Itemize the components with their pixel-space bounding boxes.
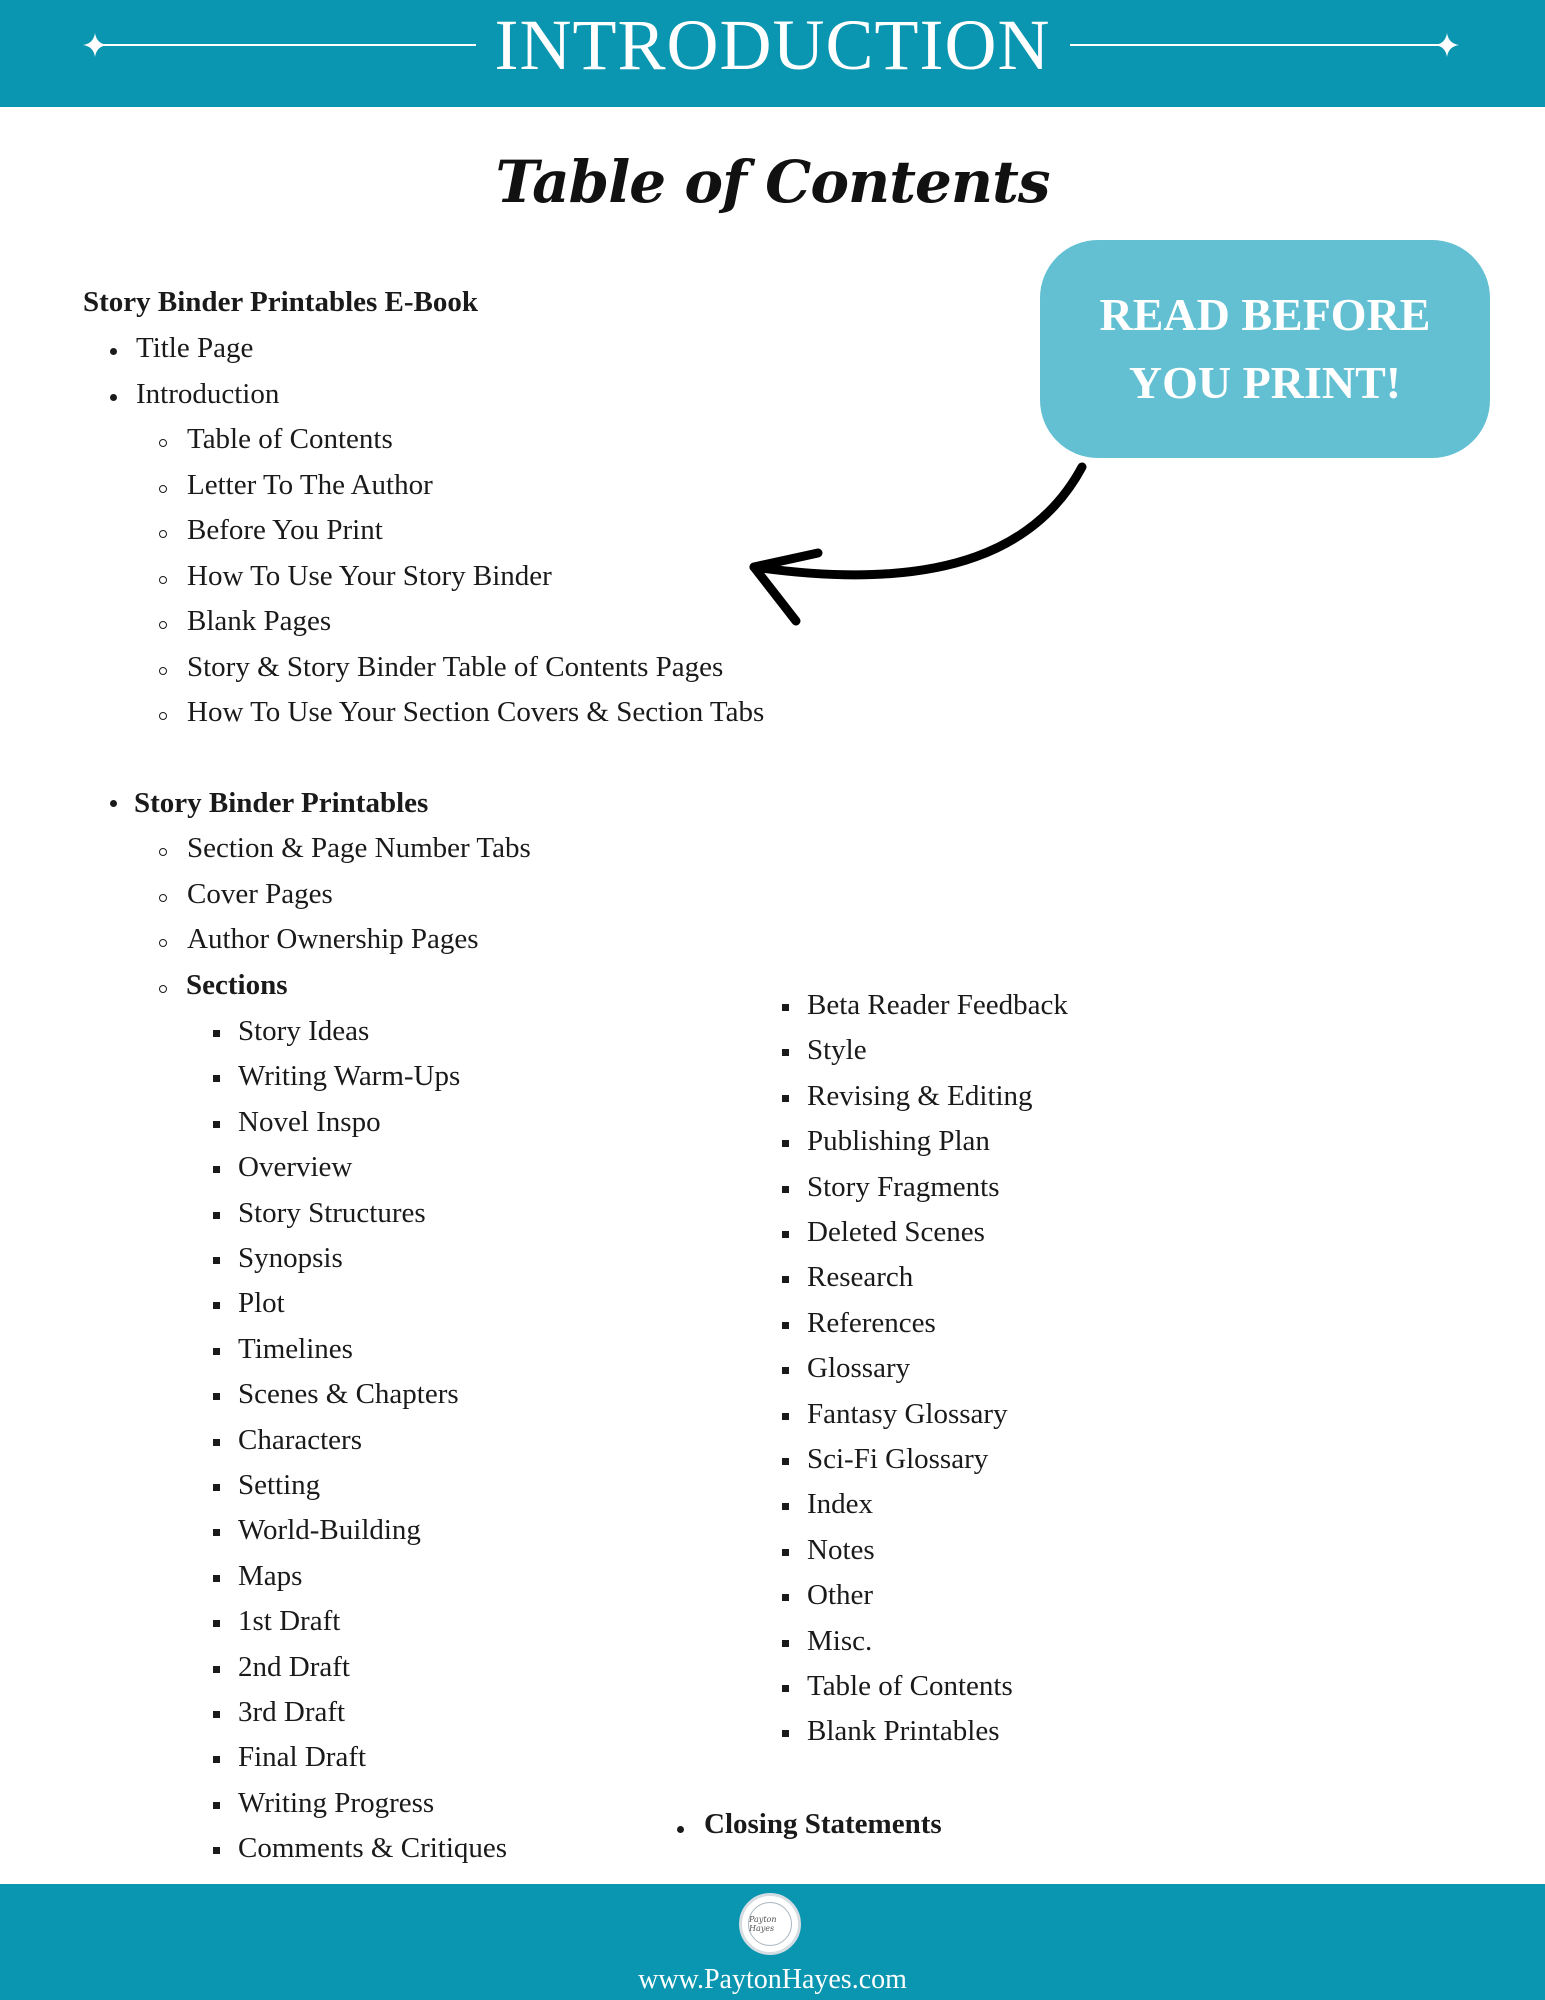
bullet-square <box>213 1847 220 1854</box>
toc-section-item: Novel Inspo <box>238 1106 381 1138</box>
bullet-square <box>213 1348 220 1355</box>
toc-section-item: Blank Printables <box>807 1715 1000 1747</box>
bullet-square <box>782 1730 789 1737</box>
bullet-square <box>213 1212 220 1219</box>
toc-section-item: Misc. <box>807 1625 873 1657</box>
toc-section-item: Beta Reader Feedback <box>807 989 1068 1021</box>
bullet-square <box>213 1666 220 1673</box>
toc-item-story-binder-printables: Story Binder Printables <box>134 787 429 819</box>
toc-section-item: Style <box>807 1034 867 1066</box>
bullet-square <box>213 1802 220 1809</box>
toc-subitem: How To Use Your Section Covers & Section Tabs <box>187 696 765 728</box>
bullet-circle <box>159 439 167 447</box>
toc-section-item: Index <box>807 1488 874 1520</box>
toc-section-item: Research <box>807 1261 914 1293</box>
toc-section-item: Publishing Plan <box>807 1125 990 1157</box>
toc-subitem: Letter To The Author <box>187 469 433 501</box>
bullet-square <box>213 1075 220 1082</box>
toc-section-item: Scenes & Chapters <box>238 1378 459 1410</box>
toc-item-closing-statements: Closing Statements <box>704 1808 942 1840</box>
toc-subitem-sections: Sections <box>186 969 288 1001</box>
bullet-square <box>782 1685 789 1692</box>
bullet-square <box>213 1756 220 1763</box>
bullet-square <box>213 1302 220 1309</box>
toc-section-item: Glossary <box>807 1352 911 1384</box>
toc-heading: Story Binder Printables E-Book <box>83 286 479 318</box>
bullet-circle <box>159 576 167 584</box>
toc-section-item: Other <box>807 1579 874 1611</box>
author-logo-icon <box>739 1893 801 1955</box>
bullet-square <box>782 1549 789 1556</box>
toc-section-item: World-Building <box>238 1514 421 1546</box>
bullet-square <box>782 1458 789 1465</box>
bullet-square <box>782 1231 789 1238</box>
toc-section-item: Notes <box>807 1534 875 1566</box>
website-link[interactable]: www.PaytonHayes.com <box>638 1964 907 1995</box>
bullet-square <box>213 1121 220 1128</box>
bullet-circle <box>159 985 167 993</box>
bullet-disc <box>677 1826 684 1833</box>
bullet-square <box>782 1322 789 1329</box>
toc-section-item: Characters <box>238 1424 362 1456</box>
bullet-circle <box>159 667 167 675</box>
header-banner <box>0 0 1545 107</box>
bullet-square <box>213 1484 220 1491</box>
bullet-circle <box>159 621 167 629</box>
logo-text: Payton Hayes <box>748 1902 792 1946</box>
bullet-circle <box>159 712 167 720</box>
bullet-square <box>213 1711 220 1718</box>
bullet-circle <box>159 530 167 538</box>
toc-section-item: Final Draft <box>238 1741 367 1773</box>
page-title: Table of Contents <box>495 148 1050 216</box>
bullet-square <box>213 1030 220 1037</box>
toc-section-item: 1st Draft <box>238 1605 341 1637</box>
toc-section-item: Writing Warm-Ups <box>238 1060 461 1092</box>
bullet-square <box>213 1439 220 1446</box>
toc-section-item: Maps <box>238 1560 303 1592</box>
bullet-square <box>213 1393 220 1400</box>
bullet-square <box>782 1186 789 1193</box>
toc-section-item: Story Fragments <box>807 1171 1000 1203</box>
header-title: INTRODUCTION <box>494 5 1051 85</box>
bullet-circle <box>159 848 167 856</box>
toc-section-item: Story Structures <box>238 1197 426 1229</box>
toc-section-item: Synopsis <box>238 1242 343 1274</box>
toc-subitem: Section & Page Number Tabs <box>187 832 531 864</box>
toc-subitem: Cover Pages <box>187 878 333 910</box>
bullet-disc <box>110 394 117 401</box>
bullet-square <box>213 1529 220 1536</box>
bullet-square <box>213 1620 220 1627</box>
toc-item-title-page: Title Page <box>136 332 254 364</box>
toc-section-item: Story Ideas <box>238 1015 370 1047</box>
toc-section-item: 3rd Draft <box>238 1696 346 1728</box>
toc-section-item: Overview <box>238 1151 353 1183</box>
bullet-disc <box>110 800 117 807</box>
toc-section-item: Writing Progress <box>238 1787 435 1819</box>
bullet-square <box>782 1640 789 1647</box>
toc-subitem: Blank Pages <box>187 605 332 637</box>
toc-subitem: Author Ownership Pages <box>187 923 479 955</box>
bullet-square <box>782 1413 789 1420</box>
toc-subitem: How To Use Your Story Binder <box>187 560 552 592</box>
bullet-square <box>782 1367 789 1374</box>
bullet-square <box>213 1257 220 1264</box>
bullet-square <box>213 1575 220 1582</box>
toc-item-introduction: Introduction <box>136 378 280 410</box>
toc-subitem: Table of Contents <box>187 423 393 455</box>
bullet-circle <box>159 894 167 902</box>
bullet-circle <box>159 939 167 947</box>
toc-section-item: Deleted Scenes <box>807 1216 985 1248</box>
toc-section-item: Comments & Critiques <box>238 1832 508 1864</box>
toc-subitem: Before You Print <box>187 514 383 546</box>
toc-section-item: References <box>807 1307 936 1339</box>
bullet-square <box>782 1095 789 1102</box>
curved-arrow-icon <box>720 455 1100 640</box>
toc-section-item: Setting <box>238 1469 321 1501</box>
toc-section-item: Timelines <box>238 1333 353 1365</box>
bullet-disc <box>110 348 117 355</box>
toc-section-item: Sci-Fi Glossary <box>807 1443 989 1475</box>
bullet-square <box>782 1594 789 1601</box>
bullet-square <box>782 1503 789 1510</box>
toc-section-item: Revising & Editing <box>807 1080 1033 1112</box>
callout-text: READ BEFORE YOU PRINT! <box>1099 289 1431 408</box>
toc-section-item: Fantasy Glossary <box>807 1398 1008 1430</box>
bullet-square <box>782 1276 789 1283</box>
bullet-square <box>782 1004 789 1011</box>
toc-section-item: 2nd Draft <box>238 1651 350 1683</box>
toc-section-item: Plot <box>238 1287 285 1319</box>
bullet-circle <box>159 485 167 493</box>
toc-subitem: Story & Story Binder Table of Contents Pages <box>187 651 724 683</box>
bullet-square <box>782 1049 789 1056</box>
toc-section-item: Table of Contents <box>807 1670 1013 1702</box>
read-before-print-callout <box>1040 240 1490 458</box>
bullet-square <box>782 1140 789 1147</box>
bullet-square <box>213 1166 220 1173</box>
